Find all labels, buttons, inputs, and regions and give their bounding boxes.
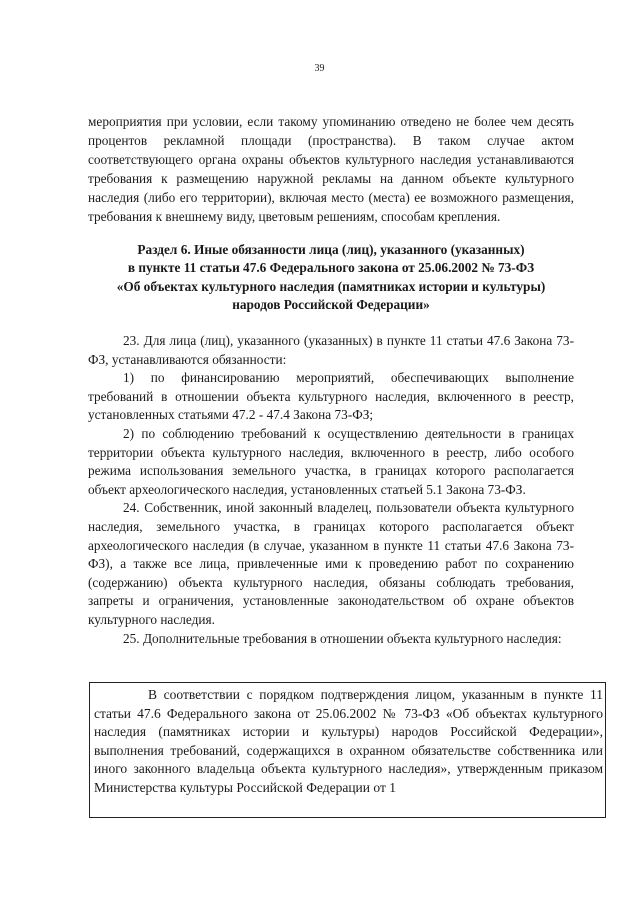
intro-paragraph: мероприятия при условии, если такому упоминанию отведено не более чем десять процентов рекламной площади (пространства). В таком случае актом соответствующего органа охраны объектов культурного наследия устанавливаются требования к размещению наружной рекламы на данном объекте культурного наследия (либо его территории), включая место (места) ее возможного размещения, требования к внешнему виду, цветовым решениям, способам крепления. — [88, 114, 574, 224]
section-heading-line-1: Раздел 6. Иные обязанности лица (лиц), указанного (указанных) — [137, 242, 525, 257]
paragraph-23-item-1: 1) по финансированию мероприятий, обеспечивающих выполнение требований в отношении объекта культурного наследия, включенного в реестр, установленных статьями 47.2 - 47.4 Закона 73-ФЗ; — [88, 370, 574, 423]
section-heading-line-3: «Об объектах культурного наследия (памятниках истории и культуры) — [116, 278, 546, 294]
section-heading-line-4: народов Российской Федерации» — [232, 297, 430, 313]
additional-requirements-box — [89, 682, 606, 818]
paragraph-23-item-2: 2) по соблюдению требований к осуществлению деятельности в границах территории объекта культурного наследия, включенного в реестр, либо особого режима использования земельного участка, в границах которого располагается объект археологического наследия, установленных статьей 5.1 Закона 73-ФЗ. — [88, 425, 574, 497]
paragraph-25: 25. Дополнительные требования в отношении объекта культурного наследия: — [123, 630, 562, 646]
page-number: 39 — [314, 63, 325, 74]
section-heading — [80, 241, 582, 315]
paragraph-23: 23. Для лица (лиц), указанного (указанных) в пункте 11 статьи 47.6 Закона 73-ФЗ, устанавливаются обязанности: — [88, 333, 574, 367]
additional-requirements-text: В соответствии с порядком подтверждения лицом, указанным в пункте 11 статьи 47.6 Федерального закона от 25.06.2002 № 73-ФЗ «Об объектах культурного наследия (памятниках истории и культуры) народов Российской Федерации», выполнения требований, содержащихся в охранном обязательстве собственника или иного законного владельца объекта культурного наследия», утвержденным приказом Министерства культуры Российской Федерации от 1 — [94, 687, 603, 795]
section-body — [88, 332, 574, 648]
section-heading-line-2: в пункте 11 статьи 47.6 Федерального закона от 25.06.2002 № 73-ФЗ — [127, 260, 535, 276]
paragraph-24: 24. Собственник, иной законный владелец, пользователи объекта культурного наследия, земельного участка, в границах которого располагается объект археологического наследия (в случае, указанном в пункте 11 статьи 47.6 Закона 73-ФЗ), а также все лица, привлеченные ими к проведению работ по сохранению (содержанию) объекта культурного наследия, обязаны соблюдать требования, запреты и ограничения, установленные законодательством об охране объектов культурного наследия. — [88, 500, 574, 627]
